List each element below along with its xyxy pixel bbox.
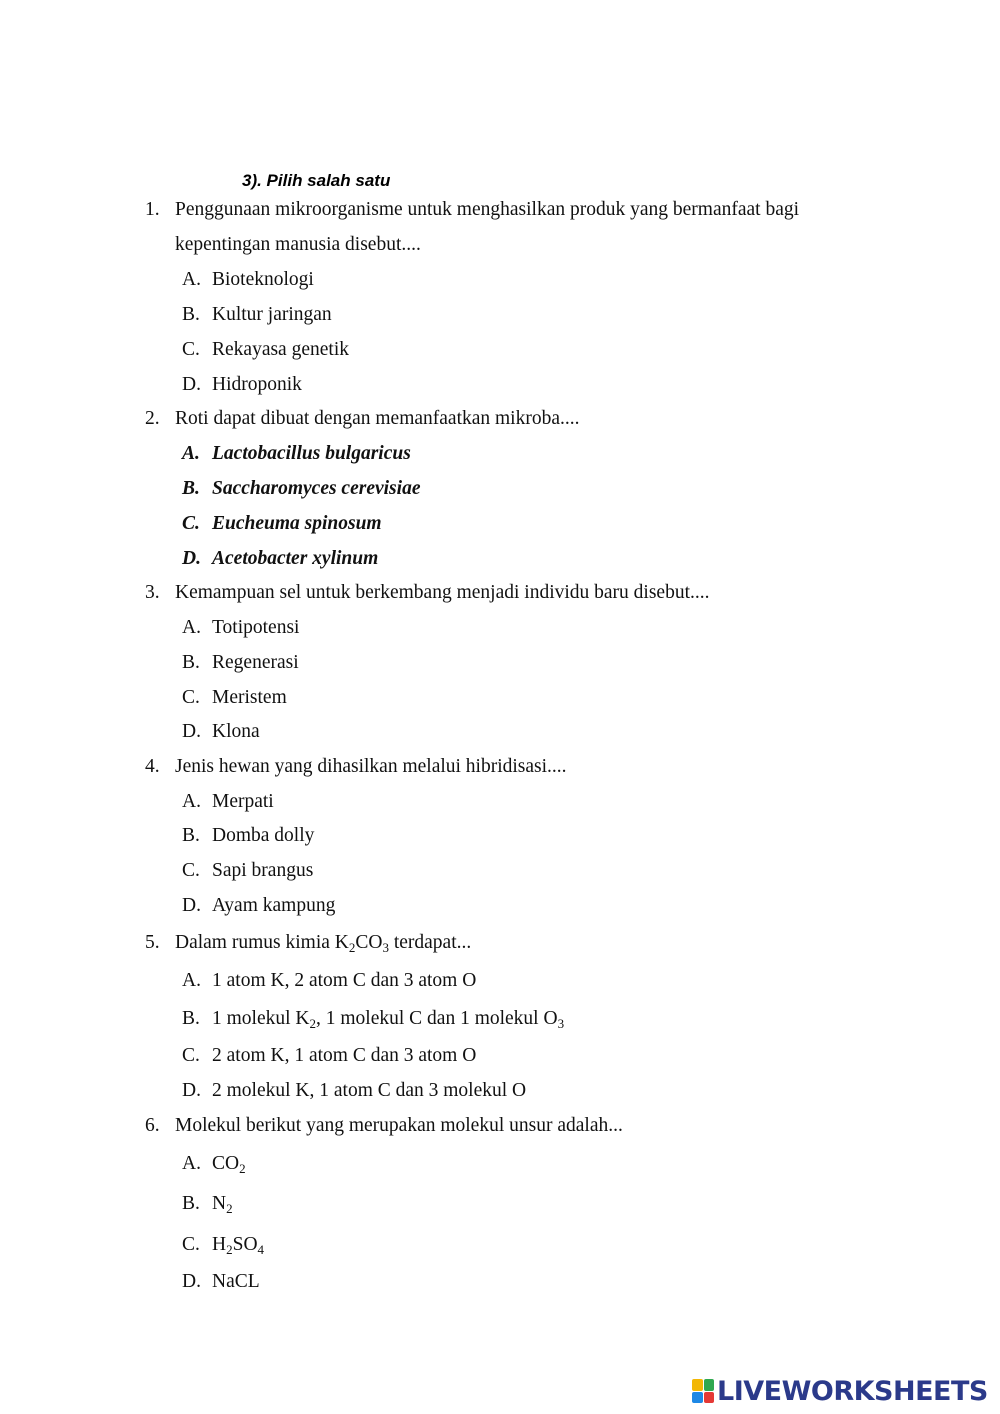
- option-letter: C.: [182, 1234, 200, 1255]
- option-letter: B.: [182, 1008, 200, 1029]
- option-letter: D.: [182, 895, 201, 916]
- question-text: Kemampuan sel untuk berkembang menjadi individu baru disebut....: [175, 582, 710, 603]
- liveworksheets-mark-icon: [692, 1379, 714, 1403]
- answer-option[interactable]: Kultur jaringan: [212, 304, 332, 325]
- option-letter: B.: [182, 478, 200, 499]
- answer-option[interactable]: Acetobacter xylinum: [212, 548, 379, 569]
- option-letter: C.: [182, 1045, 200, 1066]
- answer-option[interactable]: NaCL: [212, 1271, 260, 1292]
- answer-option[interactable]: Rekayasa genetik: [212, 339, 349, 360]
- option-letter: A.: [182, 617, 201, 638]
- answer-option[interactable]: 2 molekul K, 1 atom C dan 3 molekul O: [212, 1080, 527, 1101]
- answer-option[interactable]: Eucheuma spinosum: [212, 513, 382, 534]
- option-letter: A.: [182, 443, 200, 464]
- option-letter: C.: [182, 513, 200, 534]
- answer-option[interactable]: Hidroponik: [212, 374, 302, 395]
- answer-option[interactable]: Totipotensi: [212, 617, 300, 638]
- question-number: 2.: [145, 408, 160, 429]
- answer-option[interactable]: Regenerasi: [212, 652, 299, 673]
- option-letter: C.: [182, 687, 200, 708]
- option-letter: A.: [182, 970, 201, 991]
- answer-option[interactable]: Lactobacillus bulgaricus: [212, 443, 411, 464]
- question-text: Jenis hewan yang dihasilkan melalui hibridisasi....: [175, 756, 567, 777]
- question-text: Penggunaan mikroorganisme untuk menghasilkan produk yang bermanfaat bagi: [175, 199, 800, 220]
- answer-option[interactable]: $N_2$: [212, 1193, 233, 1216]
- option-letter: A.: [182, 791, 201, 812]
- question-number: 6.: [145, 1115, 160, 1136]
- answer-option[interactable]: Saccharomyces cerevisiae: [212, 478, 421, 499]
- question-text: kepentingan manusia disebut....: [175, 234, 421, 255]
- answer-option[interactable]: Klona: [212, 721, 260, 742]
- option-letter: D.: [182, 548, 201, 569]
- answer-option[interactable]: 1 molekul $K_2$, 1 molekul C dan 1 molekul $O_3$: [212, 1008, 565, 1031]
- question-number: 1.: [145, 199, 160, 220]
- answer-option[interactable]: $H_2SO_4$: [212, 1234, 265, 1257]
- answer-option[interactable]: Sapi brangus: [212, 860, 314, 881]
- answer-option[interactable]: Ayam kampung: [212, 895, 336, 916]
- option-letter: D.: [182, 374, 201, 395]
- question-number: 5.: [145, 932, 160, 953]
- question-text: Dalam rumus kimia $K_2CO_3$ terdapat...: [175, 932, 472, 955]
- option-letter: D.: [182, 1080, 201, 1101]
- logo-text: LIVEWORKSHEETS: [717, 1375, 988, 1407]
- option-letter: B.: [182, 304, 200, 325]
- option-letter: A.: [182, 1153, 201, 1174]
- answer-option[interactable]: Domba dolly: [212, 825, 315, 846]
- liveworksheets-logo: [692, 1374, 992, 1408]
- section-heading: 3). Pilih salah satu: [242, 171, 391, 190]
- option-letter: C.: [182, 339, 200, 360]
- option-letter: D.: [182, 1271, 201, 1292]
- option-letter: A.: [182, 269, 201, 290]
- option-letter: C.: [182, 860, 200, 881]
- answer-option[interactable]: $CO_2$: [212, 1153, 246, 1176]
- option-letter: D.: [182, 721, 201, 742]
- question-number: 3.: [145, 582, 160, 603]
- answer-option[interactable]: 1 atom K, 2 atom C dan 3 atom O: [212, 970, 477, 991]
- question-text: Molekul berikut yang merupakan molekul unsur adalah...: [175, 1115, 623, 1136]
- question-number: 4.: [145, 756, 160, 777]
- option-letter: B.: [182, 1193, 200, 1214]
- question-text: Roti dapat dibuat dengan memanfaatkan mikroba....: [175, 408, 580, 429]
- option-letter: B.: [182, 825, 200, 846]
- answer-option[interactable]: Merpati: [212, 791, 274, 812]
- answer-option[interactable]: 2 atom K, 1 atom C dan 3 atom O: [212, 1045, 477, 1066]
- option-letter: B.: [182, 652, 200, 673]
- answer-option[interactable]: Bioteknologi: [212, 269, 314, 290]
- answer-option[interactable]: Meristem: [212, 687, 287, 708]
